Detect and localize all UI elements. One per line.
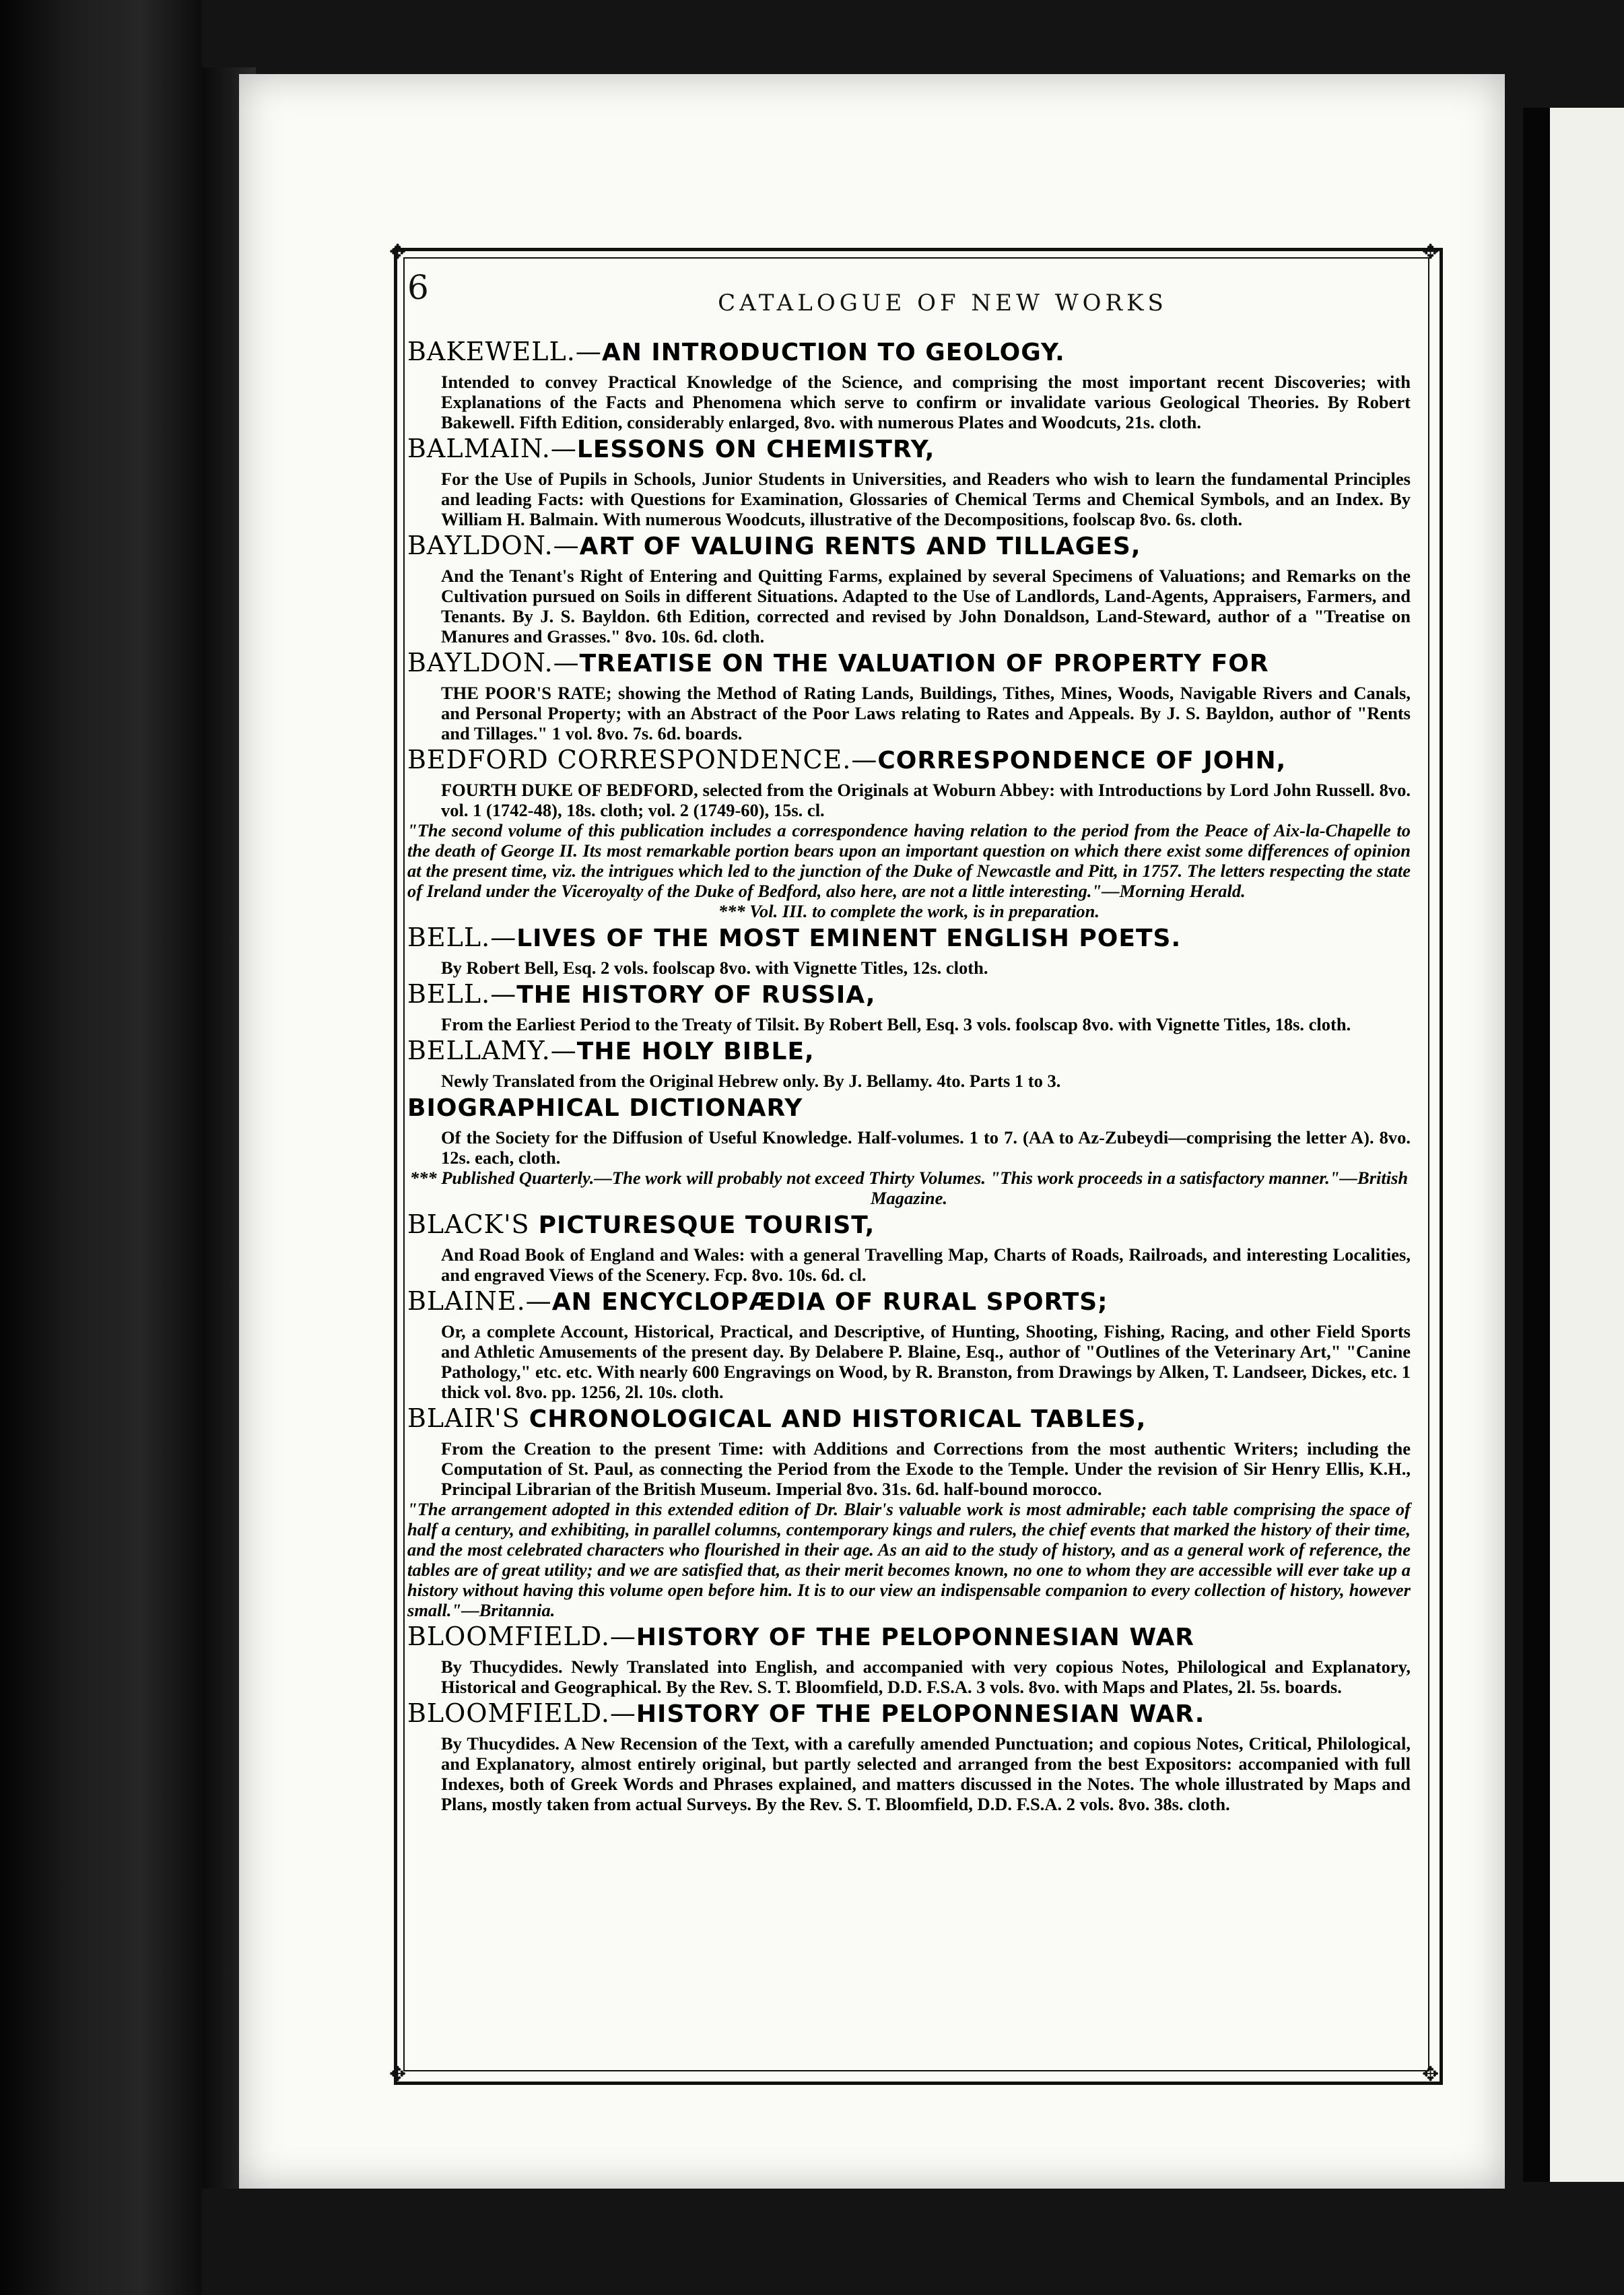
entry-heading [407,648,1411,683]
entry-description: For the Use of Pupils in Schools, Junior Students in Universities, and Readers who wish to learn the fundamental Principles and leading Facts: with Questions for Examination, Glossaries of Chemical Terms and Chemical Symbols, and an Index. By William H. Balmain. With numerous Woodcuts, illustrative of the Decompositions, foolscap 8vo. 6s. cloth. [441,469,1411,529]
catalogue-entries [407,337,1411,1816]
catalogue-entry [407,1036,1411,1091]
entry-description: From the Creation to the present Time: with Additions and Corrections from the most authentic Writers; including the Computation of St. Paul, as connecting the Period from the Exode to the Temple. Under the revision of Sir Henry Ellis, K.H., Principal Librarian of the British Museum. Imperial 8vo. 31s. 6d. half-bound morocco. [441,1438,1411,1499]
entry-heading [407,1209,1411,1244]
entry-author: BLAINE.— [407,1286,552,1316]
entry-review-quote: "The arrangement adopted in this extended edition of Dr. Blair's valuable work is most admirable; each table comprising the space of half a century, and exhibiting, in parallel columns, contemporary kings and rulers, the chief events that marked the history of their time, and the most celebrated characters who flourished in their age. As an aid to the study of history, and as a general work of reference, the tables are of great utility; and we are satisfied that, as their merit becomes known, no one to whom they are accessible will ever take up a history without having this volume open before him. It is to our view an indispensable companion to every collection of history, however small."—Britannia. [407,1499,1411,1620]
entry-title: AN INTRODUCTION TO GEOLOGY. [601,339,1065,366]
entry-title: HISTORY OF THE PELOPONNESIAN WAR [636,1624,1195,1651]
entry-heading [407,923,1411,958]
entry-title: THE HISTORY OF RUSSIA, [516,981,876,1009]
entry-author: BELL.— [407,979,517,1009]
catalogue-entry [407,923,1411,978]
entry-title: THE HOLY BIBLE, [576,1038,815,1065]
entry-description: FOURTH DUKE OF BEDFORD, selected from the Originals at Woburn Abbey: with Introductions by Lord John Russell. 8vo. vol. 1 (1742-48), 18s. cloth; vol. 2 (1749-60), 15s. cl. [441,780,1411,820]
entry-heading [407,531,1411,566]
catalogue-entry [407,1092,1411,1208]
entry-title: HISTORY OF THE PELOPONNESIAN WAR. [636,1700,1205,1728]
corner-ornament-icon: ✥ [1422,2063,1440,2086]
entry-description: And the Tenant's Right of Entering and Quitting Farms, explained by several Specimens of Valuations; and Remarks on the Cultivation pursued on Soils in different Situations. Adapted to the Use of Landlords, Land-Agents, Appraisers, Farmers, and Tenants. By J. S. Bayldon. 6th Edition, corrected and revised by John Donaldson, Land-Steward, author of a "Treatise on Manures and Grasses." 8vo. 10s. 6d. cloth. [441,566,1411,646]
catalogue-entry [407,1209,1411,1285]
catalogue-entry [407,648,1411,743]
entry-author: BAKEWELL.— [407,337,602,366]
catalogue-entry [407,979,1411,1034]
corner-ornament-icon: ✥ [389,240,407,264]
entry-description: From the Earliest Period to the Treaty of Tilsit. By Robert Bell, Esq. 3 vols. foolscap 8vo. with Vignette Titles, 18s. cloth. [441,1014,1351,1034]
entry-author: BELLAMY.— [407,1036,577,1065]
entry-description: Of the Society for the Diffusion of Useful Knowledge. Half-volumes. 1 to 7. (AA to Az-Zubeydi—comprising the letter A). 8vo. 12s. each, cloth. [441,1127,1411,1168]
entry-heading [407,434,1411,469]
catalogue-entry [407,1622,1411,1697]
catalogue-entry [407,1286,1411,1402]
catalogue-entry [407,745,1411,921]
facing-page-edge [1523,108,1624,2182]
entry-heading [407,1286,1411,1321]
entry-title: TREATISE ON THE VALUATION OF PROPERTY FOR [579,650,1269,677]
entry-note: *** Published Quarterly.—The work will probably not exceed Thirty Volumes. "This work proceeds in a satisfactory manner."—British Magazine. [409,1168,1409,1208]
entry-description: THE POOR'S RATE; showing the Method of Rating Lands, Buildings, Tithes, Mines, Woods, Navigable Rivers and Canals, and Personal Property; with an Abstract of the Poor Laws relating to Rates and Appeals. By J. S. Bayldon, author of "Rents and Tillages." 1 vol. 8vo. 7s. 6d. boards. [441,683,1411,743]
entry-heading [407,979,1411,1014]
entry-author: BAYLDON.— [407,531,580,560]
entry-title: LESSONS ON CHEMISTRY, [576,436,935,463]
book-spine-left [0,0,202,2295]
entry-note: *** Vol. III. to complete the work, is in preparation. [718,901,1100,921]
entry-title: LIVES OF THE MOST EMINENT ENGLISH POETS. [516,925,1182,952]
entry-author: BELL.— [407,923,517,952]
entry-title: AN ENCYCLOPÆDIA OF RURAL SPORTS; [551,1288,1108,1316]
entry-description: Or, a complete Account, Historical, Practical, and Descriptive, of Hunting, Shooting, Fishing, Racing, and other Field Sports and Athletic Amusements of the present day. By Delabere P. Blaine, Esq., author of "Outlines of the Veterinary Art," "Canine Pathology," etc. etc. With nearly 600 Engravings on Wood, by R. Branston, from Drawings by Alken, T. Landseer, Dickes, etc. 1 thick vol. 8vo. pp. 1256, 2l. 10s. cloth. [441,1321,1411,1402]
entry-description: By Robert Bell, Esq. 2 vols. foolscap 8vo. with Vignette Titles, 12s. cloth. [441,958,988,978]
entry-heading [407,1036,1411,1071]
entry-author: BLOOMFIELD.— [407,1622,636,1651]
entry-heading [407,337,1411,372]
entry-author: BAYLDON.— [407,648,580,677]
entry-title: CORRESPONDENCE OF JOHN, [877,747,1287,774]
catalogue-entry [407,337,1411,432]
page-number: 6 [407,268,429,307]
entry-heading [407,1403,1411,1438]
entry-author: BLACK'S [407,1209,539,1239]
entry-heading [407,745,1411,780]
catalogue-entry [407,1403,1411,1620]
catalogue-entry [407,1698,1411,1814]
entry-title: CHRONOLOGICAL AND HISTORICAL TABLES, [529,1405,1147,1433]
entry-description: By Thucydides. Newly Translated into English, and accompanied with very copious Notes, Philological and Explanatory, Historical and Geographical. By the Rev. S. T. Bloomfield, D.D. F.S.A. 3 vols. 8vo. with Maps and Plates, 2l. 5s. boards. [441,1657,1411,1697]
entry-author: BLAIR'S [407,1403,529,1433]
entry-heading [407,1622,1411,1657]
entry-description: Intended to convey Practical Knowledge of the Science, and comprising the most important recent Discoveries; with Explanations of the Facts and Phenomena which serve to confirm or invalidate various Geological Theories. By Robert Bakewell. Fifth Edition, considerably enlarged, 8vo. with numerous Plates and Woodcuts, 21s. cloth. [441,372,1411,432]
catalogue-entry [407,531,1411,646]
running-head: CATALOGUE OF NEW WORKS [718,290,1168,317]
entry-author: BLOOMFIELD.— [407,1698,636,1728]
entry-heading [407,1698,1411,1733]
corner-ornament-icon: ✥ [389,2063,407,2086]
entry-author: BEDFORD CORRESPONDENCE.— [407,745,878,774]
entry-heading [407,1092,1411,1127]
entry-author: BALMAIN.— [407,434,577,463]
entry-description: By Thucydides. A New Recension of the Text, with a carefully amended Punctuation; and copious Notes, Critical, Philological, and Explanatory, almost entirely original, but partly selected and arranged from the best Expositors: accompanied with full Indexes, both of Greek Words and Phrases explained, and matters discussed in the Notes. The whole illustrated by Maps and Plans, mostly taken from actual Surveys. By the Rev. S. T. Bloomfield, D.D. F.S.A. 2 vols. 8vo. 38s. cloth. [441,1733,1411,1814]
corner-ornament-icon: ✥ [1422,240,1440,264]
entry-review-quote: "The second volume of this publication includes a correspondence having relation to the period from the Peace of Aix-la-Chapelle to the death of George II. Its most remarkable portion bears upon an important question on which there exist some differences of opinion at the present time, viz. the intrigues which led to the junction of the Duke of Newcastle and Pitt, in 1757. The letters respecting the state of Ireland under the Viceroyalty of the Duke of Bedford, also here, are not a little interesting."—Morning Herald. [407,820,1411,901]
entry-description: And Road Book of England and Wales: with a general Travelling Map, Charts of Roads, Railroads, and interesting Localities, and engraved Views of the Scenery. Fcp. 8vo. 10s. 6d. cl. [441,1244,1411,1285]
entry-title: ART OF VALUING RENTS AND TILLAGES, [579,533,1141,560]
entry-title: BIOGRAPHICAL DICTIONARY [407,1094,803,1122]
catalogue-entry [407,434,1411,529]
entry-description: Newly Translated from the Original Hebrew only. By J. Bellamy. 4to. Parts 1 to 3. [441,1071,1061,1091]
entry-title: PICTURESQUE TOURIST, [538,1211,875,1239]
